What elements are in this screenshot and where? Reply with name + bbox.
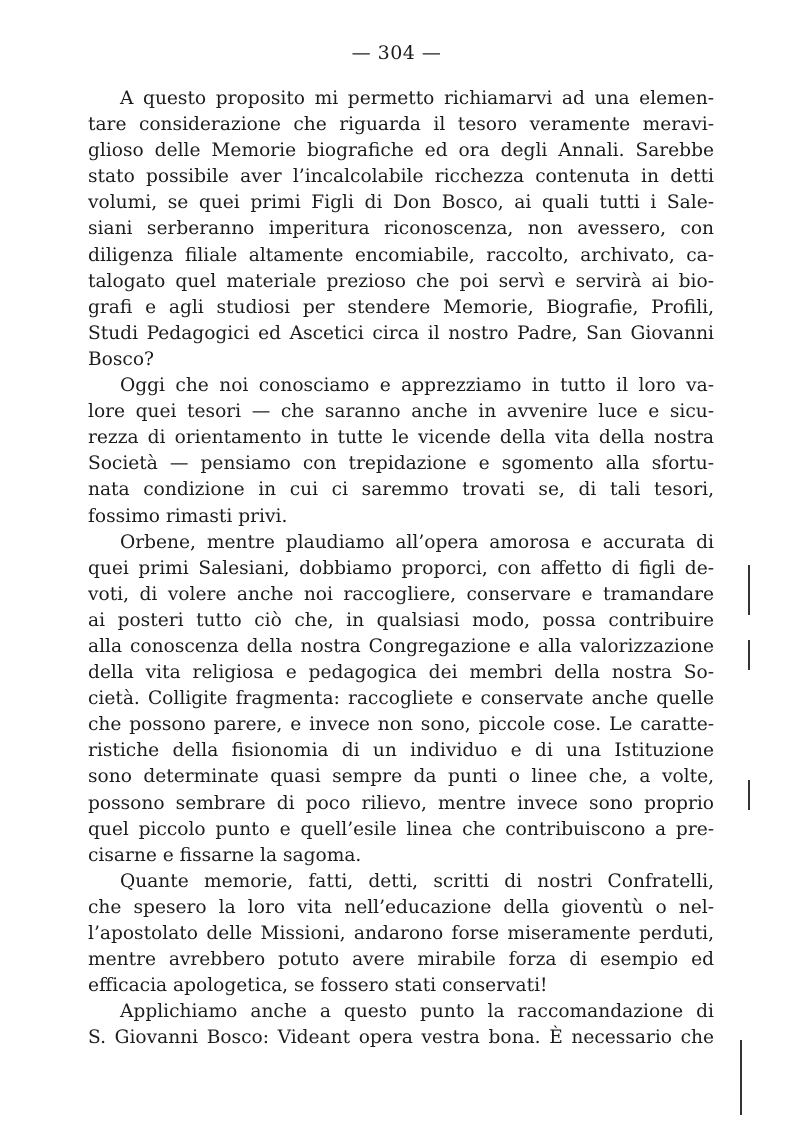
text-line: siani serberanno imperitura riconoscenza, non avessero, con <box>88 218 714 240</box>
text-line: grafi e agli studiosi per stendere Memorie, Biografie, Profili, <box>88 296 714 318</box>
text-line: possono sembrare di poco rilievo, mentre invece sono proprio <box>88 792 714 814</box>
text-line: mentre avrebbero potuto avere mirabile forza di esempio ed <box>88 949 714 971</box>
text-line: rezza di orientamento in tutte le vicende della vita della nostra <box>88 427 714 449</box>
text-line: ristiche della fisionomia di un individuo e di una Istituzione <box>88 740 714 762</box>
text-line: lore quei tesori — che saranno anche in avvenire luce e sicu- <box>88 401 714 423</box>
text-line: volumi, se quei primi Figli di Don Bosco, ai quali tutti i Sale- <box>88 192 714 214</box>
margin-rule <box>748 565 750 615</box>
text-line: fossimo rimasti privi. <box>88 505 288 527</box>
margin-rule <box>740 1040 742 1115</box>
text-line: Applichiamo anche a questo punto la raccomandazione di <box>120 1001 714 1023</box>
text-line: cisarne e fissarne la sagoma. <box>88 844 362 866</box>
text-line: stato possibile aver l’incalcolabile ricchezza contenuta in detti <box>88 166 714 188</box>
text-line: Oggi che noi conosciamo e apprezziamo in tutto il loro va- <box>120 375 714 397</box>
text-line: Quante memorie, fatti, detti, scritti di nostri Confratelli, <box>120 870 714 892</box>
body-text <box>88 86 714 1051</box>
text-line: che spesero la loro vita nell’educazione della gioventù o nel- <box>88 896 714 918</box>
text-line: voti, di volere anche noi raccogliere, conservare e tramandare <box>88 583 714 605</box>
text-line: sono determinate quasi sempre da punti o linee che, a volte, <box>88 766 714 788</box>
text-line: alla conoscenza della nostra Congregazione e alla valorizzazione <box>88 635 714 657</box>
text-line: che possono parere, e invece non sono, piccole cose. Le caratte- <box>88 714 714 736</box>
margin-rule <box>748 780 750 810</box>
text-line: Bosco? <box>88 348 154 370</box>
text-line: glioso delle Memorie biografiche ed ora degli Annali. Sarebbe <box>88 140 714 162</box>
page-number: — 304 — <box>351 42 442 64</box>
text-line: efficacia apologetica, se fossero stati conservati! <box>88 975 548 997</box>
text-line: della vita religiosa e pedagogica dei membri della nostra So- <box>88 662 714 684</box>
text-line: Società — pensiamo con trepidazione e sgomento alla sfortu- <box>88 453 714 475</box>
text-line: talogato quel materiale prezioso che poi servì e servirà ai bio- <box>88 270 714 292</box>
text-line: cietà. Colligite fragmenta: raccogliete e conservate anche quelle <box>88 688 714 710</box>
text-line: Orbene, mentre plaudiamo all’opera amorosa e accurata di <box>120 531 714 553</box>
text-line: ai posteri tutto ciò che, in qualsiasi modo, possa contribuire <box>88 609 714 631</box>
text-line: quel piccolo punto e quell’esile linea che contribuiscono a pre- <box>88 818 714 840</box>
text-line: l’apostolato delle Missioni, andarono forse miseramente perduti, <box>88 923 714 944</box>
text-line: quei primi Salesiani, dobbiamo proporci, con affetto di figli de- <box>88 557 714 579</box>
text-line: diligenza filiale altamente encomiabile, raccolto, archivato, ca- <box>88 244 714 266</box>
text-line: A questo proposito mi permetto richiamarvi ad una elemen- <box>120 88 714 109</box>
text-line: nata condizione in cui ci saremmo trovati se, di tali tesori, <box>88 479 714 501</box>
text-line: S. Giovanni Bosco: Videant opera vestra bona. È necessario che <box>88 1027 714 1049</box>
margin-rule <box>748 640 750 670</box>
text-line: Studi Pedagogici ed Ascetici circa il nostro Padre, San Giovanni <box>88 322 714 344</box>
text-line: tare considerazione che riguarda il tesoro veramente meravi- <box>88 114 714 136</box>
